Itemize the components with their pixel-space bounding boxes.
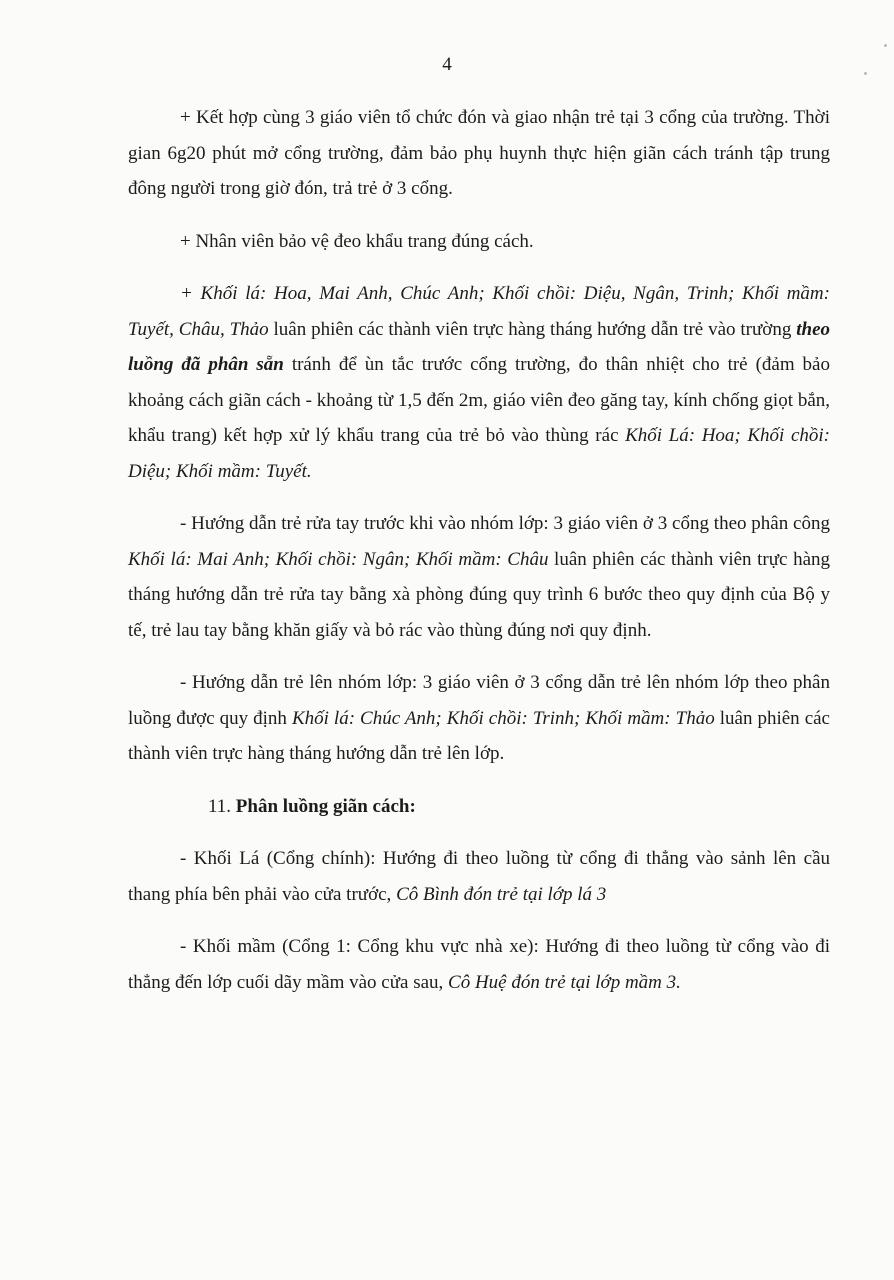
document-body <box>128 100 830 1017</box>
text-run: - Hướng dẫn trẻ lên nhóm lớp: 3 giáo viên ở 3 cổng dẫn trẻ lên nhóm lớp theo phân luồng được quy định <box>128 672 830 729</box>
text-run: luân phiên các thành viên trực hàng tháng hướng dẫn trẻ rửa tay bằng xà phòng đúng quy trình 6 bước theo quy định của Bộ y tế, trẻ lau tay bằng khăn giấy và bỏ rác vào thùng đúng nơi quy định. <box>128 548 830 641</box>
text-run: Khối lá: Mai Anh; Khối chồi: Ngân; Khối mầm: Châu <box>128 548 549 570</box>
text-run: + Khối lá: Hoa, Mai Anh, Chúc Anh; Khối chồi: Diệu, Ngân, Trinh; Khối mầm: Tuyết, Châu, Thảo <box>128 283 830 340</box>
paragraph-handwashing <box>128 506 830 648</box>
text-run: Cô Huệ đón trẻ tại lớp mầm 3. <box>448 971 681 993</box>
text-run: luân phiên các thành viên trực hàng tháng hướng dẫn trẻ vào trường <box>268 318 797 340</box>
text-run: - Khối mầm (Cổng 1: Cổng khu vực nhà xe): Hướng đi theo luồng từ cổng vào đi thẳng đến lớp cuối dãy mầm vào cửa sau, <box>128 936 830 993</box>
text-run: tránh để ùn tắc trước cổng trường, đo thân nhiệt cho trẻ (đảm bảo khoảng cách giãn cách - khoảng từ 1,5 đến 2m, giáo viên đeo găng tay, kính chống giọt bắn, khẩu trang) kết hợp xử lý khẩu trang của trẻ bỏ vào thùng rác <box>128 354 830 446</box>
scan-speck <box>884 44 887 47</box>
paragraph-guide-to-class <box>128 665 830 772</box>
text-run: - Hướng dẫn trẻ rửa tay trước khi vào nhóm lớp: 3 giáo viên ở 3 cổng theo phân công <box>180 513 830 534</box>
scan-speck <box>864 72 867 75</box>
text-run: + Nhân viên bảo vệ đeo khẩu trang đúng cách. <box>180 230 534 252</box>
paragraph-khoi-la-route <box>128 841 830 912</box>
paragraph-coordinate-teachers <box>128 100 830 207</box>
text-run: 11. <box>208 795 236 817</box>
text-run: - Khối Lá (Cổng chính): Hướng đi theo luồng từ cổng đi thẳng vào sảnh lên cầu thang phía bên phải vào cửa trước, <box>128 848 830 905</box>
paragraph-security-mask <box>128 224 830 260</box>
text-run: Cô Bình đón trẻ tại lớp lá 3 <box>396 883 607 905</box>
text-run: Khối lá: Chúc Anh; Khối chồi: Trinh; Khối mầm: Thảo <box>291 707 715 729</box>
section-heading-11 <box>128 789 830 825</box>
text-run: + Kết hợp cùng 3 giáo viên tổ chức đón và giao nhận trẻ tại 3 cổng của trường. Thời gian 6g20 phút mở cổng trường, đảm bảo phụ huynh thực hiện giãn cách tránh tập trung đông người trong giờ đón, trả trẻ ở 3 cổng. <box>128 107 830 199</box>
paragraph-duty-rotation <box>128 276 830 489</box>
text-run: Phân luồng giãn cách: <box>235 795 416 817</box>
text-run: Khối Lá: Hoa; Khối chồi: Diệu; Khối mầm: Tuyết. <box>128 425 830 482</box>
text-run: theo luồng đã phân sẵn <box>128 318 830 375</box>
text-run: luân phiên các thành viên trực hàng tháng hướng dẫn trẻ lên lớp. <box>128 707 830 764</box>
paragraph-khoi-mam-route <box>128 929 830 1000</box>
page-number: 4 <box>442 54 452 75</box>
